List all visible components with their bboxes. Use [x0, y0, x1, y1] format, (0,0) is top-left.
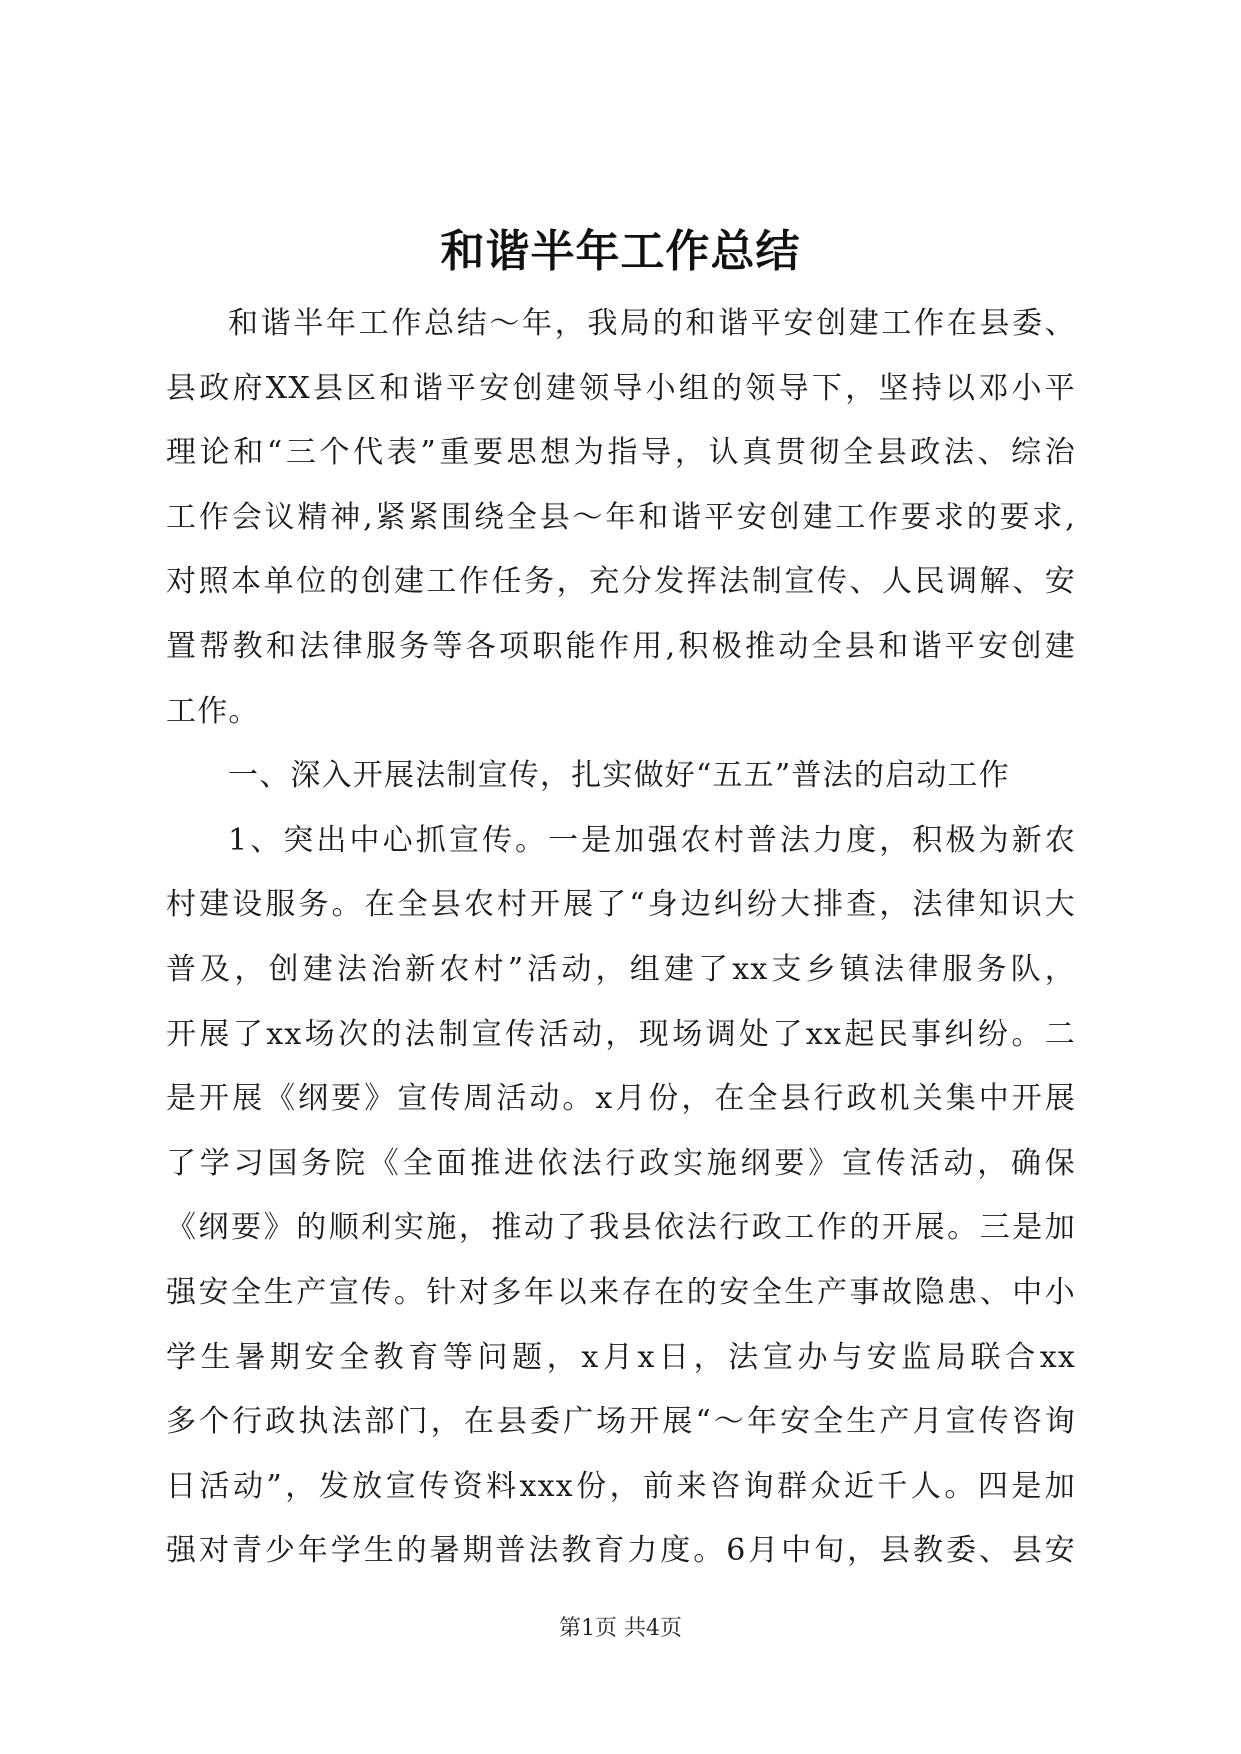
text-line: 开展了xx场次的法制宣传活动，现场调处了xx起民事纠纷。二	[166, 1016, 1076, 1052]
text-line: 工作会议精神,紧紧围绕全县～年和谐平安创建工作要求的要求,	[166, 499, 1076, 535]
text-line: 是开展《纲要》宣传周活动。x月份，在全县行政机关集中开展	[166, 1081, 1076, 1117]
text-line: 一、深入开展法制宣传，扎实做好“五五”普法的启动工作	[228, 758, 1010, 794]
text-line: 强安全生产宣传。针对多年以来存在的安全生产事故隐患、中小	[166, 1274, 1076, 1310]
text-line: 多个行政执法部门，在县委广场开展“～年安全生产月宣传咨询	[166, 1404, 1076, 1440]
text-line: 工作。	[166, 693, 260, 729]
text-line: 学生暑期安全教育等问题，x月x日，法宣办与安监局联合xx	[166, 1339, 1076, 1375]
text-line: 普及，创建法治新农村”活动，组建了xx支乡镇法律服务队，	[166, 951, 1076, 987]
text-line: 了学习国务院《全面推进依法行政实施纲要》宣传活动，确保	[166, 1145, 1076, 1181]
text-line: 置帮教和法律服务等各项职能作用,积极推动全县和谐平安创建	[166, 628, 1076, 664]
text-line: 1、突出中心抓宣传。一是加强农村普法力度，积极为新农	[228, 822, 1076, 858]
text-line: 村建设服务。在全县农村开展了“身边纠纷大排查，法律知识大	[166, 887, 1076, 923]
text-line: 理论和“三个代表”重要思想为指导，认真贯彻全县政法、综治	[166, 435, 1076, 471]
text-line: 县政府XX县区和谐平安创建领导小组的领导下，坚持以邓小平	[166, 370, 1076, 406]
text-line: 和谐半年工作总结～年，我局的和谐平安创建工作在县委、	[228, 306, 1076, 341]
text-line: 对照本单位的创建工作任务，充分发挥法制宣传、人民调解、安	[166, 564, 1076, 600]
page-footer: 第1页 共4页	[559, 1616, 682, 1641]
text-line: 强对青少年学生的暑期普法教育力度。6月中旬，县教委、县安	[166, 1533, 1076, 1569]
text-line: 日活动”，发放宣传资料xxx份，前来咨询群众近千人。四是加	[166, 1468, 1076, 1504]
text-line: 《纲要》的顺利实施，推动了我县依法行政工作的开展。三是加	[166, 1210, 1076, 1246]
document-body	[166, 292, 1076, 1584]
document-title: 和谐半年工作总结	[440, 226, 801, 277]
